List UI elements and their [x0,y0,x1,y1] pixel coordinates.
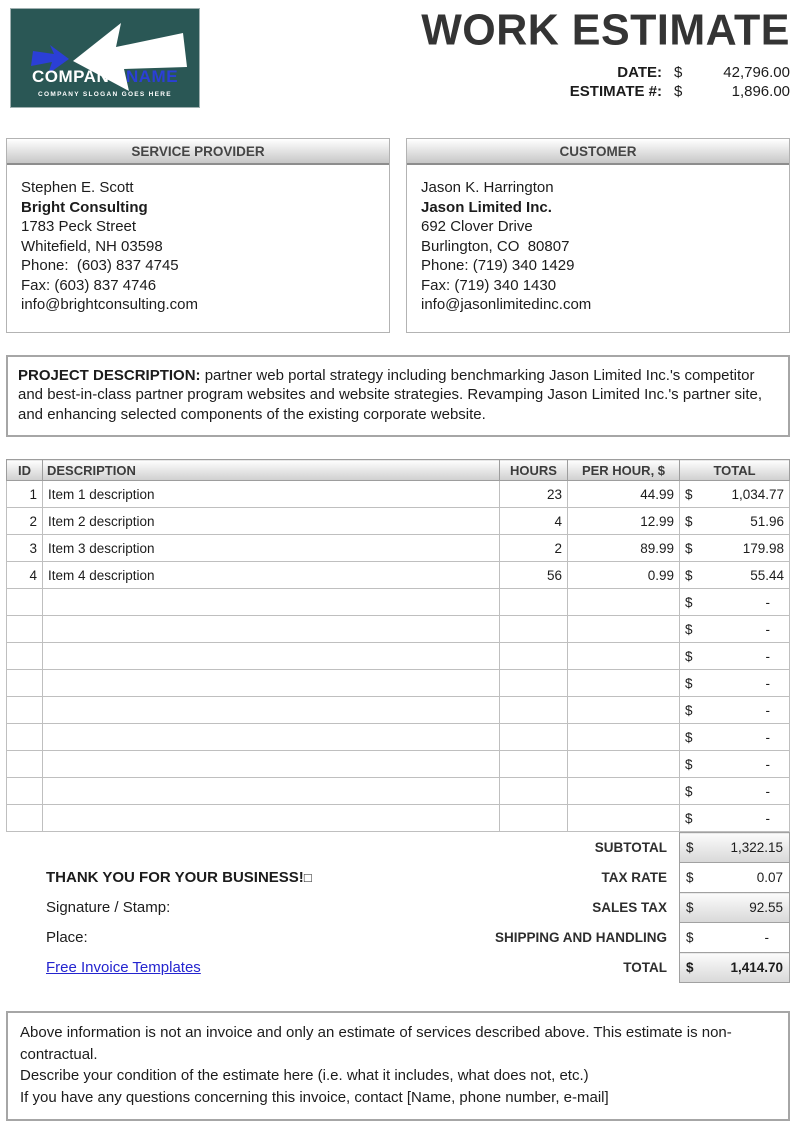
currency-symbol: $ [685,648,693,664]
empty-description [43,778,500,805]
table-row [7,481,790,508]
empty-table-row [7,697,790,724]
empty-per-hour [568,616,680,643]
provider-company: Bright Consulting [21,198,148,216]
empty-table-row [7,670,790,697]
empty-per-hour [568,751,680,778]
empty-table-row [7,643,790,670]
date-currency-symbol: $ [674,64,683,82]
currency-symbol: $ [685,567,693,583]
empty-per-hour [568,724,680,751]
empty-description [43,805,500,832]
empty-id [7,805,43,832]
project-description-box [6,355,790,438]
currency-symbol: $ [685,594,693,610]
subtotal-amount: 1,322.15 [730,840,783,855]
empty-total [680,778,790,805]
page-title: WORK ESTIMATE [421,5,790,55]
service-provider-header: SERVICE PROVIDER [7,139,389,165]
grand-total-value [680,953,790,983]
grand-total-amount: 1,414.70 [730,960,783,975]
empty-hours [500,616,568,643]
empty-id [7,616,43,643]
sales-tax-value [680,893,790,923]
disclaimer-line-2: Describe your condition of the estimate here (i.e. what it includes, what does not, etc.) [20,1067,589,1084]
project-description-label: PROJECT DESCRIPTION: [18,366,201,384]
currency-symbol: $ [686,900,694,915]
empty-table-row [7,724,790,751]
tax-rate-label: TAX RATE [601,870,667,885]
currency-symbol: $ [685,621,693,637]
estimate-number-value: 1,896.00 [731,83,790,101]
currency-symbol: $ [686,930,694,945]
empty-id [7,670,43,697]
item-total [680,535,790,562]
thank-you-note [6,863,378,893]
col-header-description: DESCRIPTION [43,460,500,481]
shipping-label: SHIPPING AND HANDLING [494,930,667,945]
empty-amount: - [765,810,770,826]
empty-description [43,670,500,697]
empty-hours [500,724,568,751]
shipping-value [680,923,790,953]
item-id: 1 [7,481,43,508]
empty-total [680,643,790,670]
empty-amount: - [765,729,770,745]
item-total [680,481,790,508]
currency-symbol: $ [685,810,693,826]
total-amount: 179.98 [742,540,784,556]
currency-symbol: $ [686,960,694,975]
item-description: Item 2 description [43,508,500,535]
empty-hours [500,697,568,724]
estimate-number-label: ESTIMATE #: [569,83,662,101]
col-header-hours: HOURS [500,460,568,481]
customer-name: Jason K. Harrington [421,179,554,196]
empty-amount: - [765,756,770,772]
company-logo [10,8,200,108]
tax-rate-amount: 0.07 [756,870,783,885]
col-header-per-hour: PER HOUR, $ [568,460,680,481]
currency-symbol: $ [685,756,693,772]
currency-symbol: $ [686,840,694,855]
subtotal-value [680,833,790,863]
item-per-hour: 44.99 [568,481,680,508]
item-hours: 4 [500,508,568,535]
tax-rate-value [680,863,790,893]
tax-rate-row [6,863,790,893]
logo-name-word: NAME [126,67,179,86]
empty-id [7,643,43,670]
empty-amount: - [765,702,770,718]
empty-description [43,697,500,724]
place-label: Place: [46,929,88,946]
currency-symbol: $ [685,729,693,745]
project-description-text: partner web portal strategy including benchmarking Jason Limited Inc.'s competitor and best-in-class partner program websites and website strategies. Revamping Jason Limited Inc.'s partner site, and enhancing selected components of the existing corporate website. [18,366,763,423]
empty-description [43,589,500,616]
currency-symbol: $ [685,702,693,718]
empty-hours [500,805,568,832]
empty-per-hour [568,643,680,670]
table-row [7,508,790,535]
customer-company: Jason Limited Inc. [421,198,552,216]
free-templates-link-cell [6,953,378,983]
empty-hours [500,643,568,670]
empty-id [7,589,43,616]
empty-id [7,778,43,805]
customer-fax: Fax: (719) 340 1430 [421,276,557,294]
service-provider-details [7,165,389,332]
provider-city: Whitefield, NH 03598 [21,237,163,255]
empty-total [680,697,790,724]
date-label: DATE: [617,64,662,82]
totals-section [6,832,790,983]
customer-phone: Phone: (719) 340 1429 [421,257,575,274]
item-hours: 23 [500,481,568,508]
empty-per-hour [568,778,680,805]
empty-id [7,724,43,751]
item-per-hour: 12.99 [568,508,680,535]
provider-fax: Fax: (603) 837 4746 [21,276,157,294]
empty-total [680,724,790,751]
empty-total [680,616,790,643]
empty-amount: - [765,783,770,799]
shipping-amount: - [764,930,769,945]
subtotal-row [6,833,790,863]
missing-glyph-box: □ [303,870,312,885]
empty-description [43,724,500,751]
provider-email: info@brightconsulting.com [21,296,198,313]
currency-symbol: $ [685,675,693,691]
empty-description [43,643,500,670]
thank-you-text: THANK YOU FOR YOUR BUSINESS! [46,869,304,886]
empty-amount: - [765,675,770,691]
empty-table-row [7,589,790,616]
empty-description [43,616,500,643]
item-total [680,562,790,589]
empty-description [43,751,500,778]
estimate-meta [570,63,790,101]
table-header-row [7,460,790,481]
empty-table-row [7,616,790,643]
provider-street: 1783 Peck Street [21,218,137,235]
spacer [6,833,378,863]
item-description: Item 4 description [43,562,500,589]
empty-table-row [7,751,790,778]
free-invoice-templates-link[interactable]: Free Invoice Templates [46,959,201,976]
customer-details [407,165,789,332]
empty-total [680,751,790,778]
customer-city: Burlington, CO 80807 [421,237,570,255]
disclaimer-box [6,1011,790,1121]
empty-per-hour [568,697,680,724]
subtotal-label: SUBTOTAL [594,840,667,855]
provider-name: Stephen E. Scott [21,179,134,196]
col-header-id: ID [7,460,43,481]
signature-stamp-label: Signature / Stamp: [46,899,171,916]
grand-total-row [6,953,790,983]
total-amount: 51.96 [750,513,784,529]
empty-table-row [7,778,790,805]
empty-per-hour [568,805,680,832]
currency-symbol: $ [685,540,693,556]
empty-amount: - [765,648,770,664]
empty-id [7,751,43,778]
sales-tax-label: SALES TAX [592,900,667,915]
estimate-number-row [570,82,790,101]
sales-tax-amount: 92.55 [749,900,783,915]
empty-hours [500,670,568,697]
disclaimer-line-1: Above information is not an invoice and only an estimate of services described above. This estimate is non-contractual. [20,1024,732,1063]
item-id: 4 [7,562,43,589]
empty-hours [500,778,568,805]
item-per-hour: 89.99 [568,535,680,562]
currency-symbol: $ [685,513,693,529]
logo-slogan: COMPANY SLOGAN GOES HERE [38,91,172,98]
service-provider-box [6,138,390,333]
empty-amount: - [765,621,770,637]
logo-company-word: COMPANY [31,67,121,86]
provider-phone: Phone: (603) 837 4745 [21,257,179,274]
empty-id [7,697,43,724]
item-hours: 2 [500,535,568,562]
table-row [7,562,790,589]
customer-email: info@jasonlimitedinc.com [421,296,592,313]
currency-symbol: $ [685,486,693,502]
total-amount: 1,034.77 [731,486,784,502]
empty-total [680,589,790,616]
col-header-total: TOTAL [680,460,790,481]
grand-total-label: TOTAL [623,960,667,975]
estimate-currency-symbol: $ [674,83,683,101]
empty-total [680,670,790,697]
shipping-row [6,923,790,953]
header-right [200,5,790,101]
disclaimer-line-3: If you have any questions concerning this invoice, contact [Name, phone number, e-mail] [20,1088,609,1106]
parties-section [6,138,790,333]
item-description: Item 1 description [43,481,500,508]
item-per-hour: 0.99 [568,562,680,589]
empty-amount: - [765,594,770,610]
date-value: 42,796.00 [723,64,790,82]
item-id: 3 [7,535,43,562]
item-id: 2 [7,508,43,535]
item-description: Item 3 description [43,535,500,562]
logo-company-name [11,67,199,87]
item-total [680,508,790,535]
date-row [570,63,790,82]
item-hours: 56 [500,562,568,589]
total-amount: 55.44 [750,567,784,583]
empty-per-hour [568,589,680,616]
empty-per-hour [568,670,680,697]
empty-hours [500,751,568,778]
document-header [6,5,790,108]
customer-street: 692 Clover Drive [421,218,533,235]
empty-table-row [7,805,790,832]
customer-header: CUSTOMER [407,139,789,165]
customer-box [406,138,790,333]
sales-tax-row [6,893,790,923]
currency-symbol: $ [686,870,694,885]
table-row [7,535,790,562]
currency-symbol: $ [685,783,693,799]
line-items-table [6,459,790,832]
empty-hours [500,589,568,616]
empty-total [680,805,790,832]
